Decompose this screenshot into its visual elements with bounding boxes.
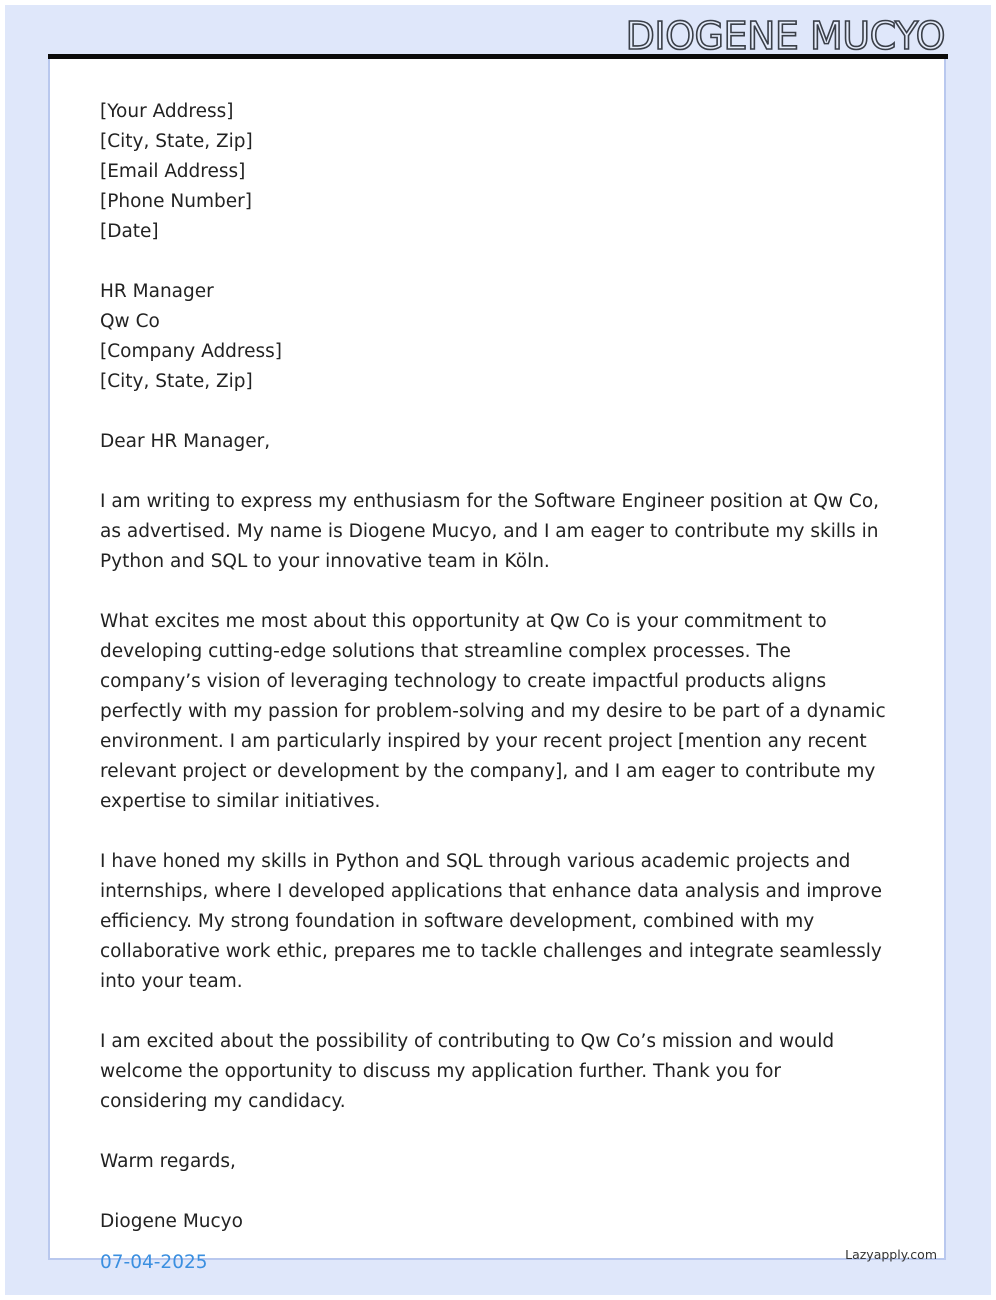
sender-address: [Your Address] bbox=[100, 101, 234, 122]
applicant-name-title: DIOGENE MUCYO bbox=[625, 14, 945, 58]
body-paragraph-motivation: What excites me most about this opportunity at Qw Co is your commitment to developing cutting-edge solutions that streamline complex processes. The company’s vision of leveraging technology to create impactful products aligns perfectly with my passion for problem-solving and my desire to be part of a dynamic environment. I am particularly inspired by your recent project [mention any recent relevant project or development by the company], and I am eager to contribute my expertise to similar initiatives. bbox=[100, 611, 886, 812]
letter-date: 07-04-2025 bbox=[100, 1252, 208, 1273]
sender-city-state-zip: [City, State, Zip] bbox=[100, 131, 253, 152]
recipient-title: HR Manager bbox=[100, 281, 214, 302]
recipient-address: [Company Address] bbox=[100, 341, 283, 362]
sender-phone: [Phone Number] bbox=[100, 191, 252, 212]
sender-block bbox=[100, 97, 890, 247]
sender-date: [Date] bbox=[100, 221, 159, 242]
closing: Warm regards, bbox=[100, 1151, 236, 1172]
sender-email: [Email Address] bbox=[100, 161, 246, 182]
recipient-city-state-zip: [City, State, Zip] bbox=[100, 371, 253, 392]
recipient-block bbox=[100, 277, 890, 397]
cover-letter bbox=[100, 97, 890, 1237]
salutation: Dear HR Manager, bbox=[100, 431, 271, 452]
signature: Diogene Mucyo bbox=[100, 1211, 243, 1232]
watermark-text: Lazyapply.com bbox=[845, 1247, 937, 1262]
body-paragraph-intro: I am writing to express my enthusiasm for the Software Engineer position at Qw Co, as advertised. My name is Diogene Mucyo, and I am eager to contribute my skills in Python and SQL to your innovative team in Köln. bbox=[100, 491, 880, 572]
body-paragraph-closing: I am excited about the possibility of contributing to Qw Co’s mission and would welcome the opportunity to discuss my application further. Thank you for considering my candidacy. bbox=[100, 1031, 835, 1112]
body-paragraph-skills: I have honed my skills in Python and SQL through various academic projects and internships, where I developed applications that enhance data analysis and improve efficiency. My strong foundation in software development, combined with my collaborative work ethic, prepares me to tackle challenges and integrate seamlessly into your team. bbox=[100, 851, 882, 992]
recipient-company: Qw Co bbox=[100, 311, 160, 332]
